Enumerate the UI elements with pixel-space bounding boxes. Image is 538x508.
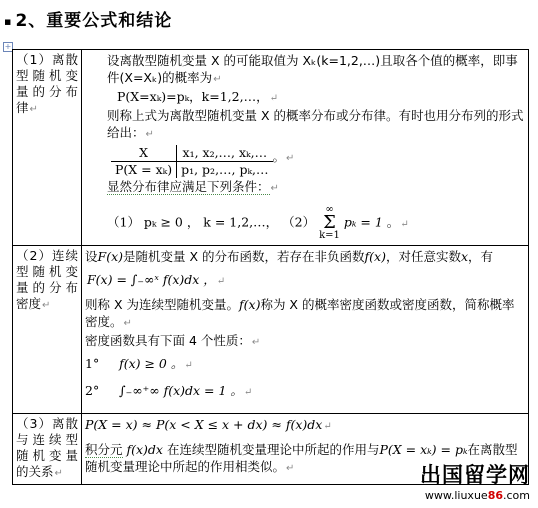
row-content [82, 50, 529, 246]
property-2: 2° ∫₋∞⁺∞ f(x)dx = 1 。↵ [85, 383, 253, 398]
distribution-table: X x₁, x₂,…, xₖ,… P(X = xₖ) p₁, p₂,…, pₖ,…。↵ [85, 143, 525, 178]
paragraph: 设F(x)是随机变量 X 的分布函数，若存在非负函数f(x)，对任意实数x，有 [85, 249, 494, 264]
table-row [13, 50, 529, 246]
bullet-icon: ▪ [4, 14, 13, 28]
paragraph: 显然分布律应满足下列条件：↵ [107, 179, 279, 194]
table-row [13, 246, 529, 414]
watermark-url[interactable]: www.liuxue86.com [424, 489, 530, 502]
formula: F(x) = ∫₋∞ˣ f(x)dx ，↵ [87, 272, 226, 287]
dist-header-p: P(X = xₖ) [115, 162, 173, 177]
summation-icon: ∞ Σ k=1 [319, 204, 340, 241]
paragraph: 设离散型随机变量 X 的可能取值为 Xₖ(k=1,2,…)且取各个值的概率，即事件(X=Xₖ)的概率为↵ [107, 53, 518, 85]
conditions-line: （1） pₖ ≥ 0 ， k = 1,2,…， （2） ∞ Σ k=1 pₖ = 1 。↵ [107, 204, 409, 241]
dist-values-p: p₁, p₂,…, pₖ,… [177, 162, 273, 179]
dist-end: 。 [272, 149, 286, 164]
paragraph: 积分元 f(x)dx 在连续型随机变量理论中所起的作用与P(X = xₖ) = pₖ在离散型随机变量理论中所起的作用相类似。↵ [85, 442, 518, 474]
site-watermark [420, 459, 530, 502]
dist-values-x: x₁, x₂,…, xₖ,… [177, 145, 273, 162]
formula-table [12, 49, 529, 485]
row-label: （1）离散型随机变量的分布律↵ [13, 50, 82, 246]
row-label: （3）离散与连续型随机变量的关系↵ [13, 414, 82, 485]
dist-header-x: X [111, 145, 177, 162]
move-anchor-icon[interactable]: + [4, 42, 12, 51]
formula: P(X = x) ≈ P(x < X ≤ x + dx) ≈ f(x)dx↵ [85, 417, 332, 432]
row-label: （2）连续型随机变量的分布密度↵ [13, 246, 82, 414]
paragraph: 则称 X 为连续型随机变量。f(x)称为 X 的概率密度函数或密度函数，简称概率密度。↵ [85, 297, 515, 329]
property-1: 1° f(x) ≥ 0 。↵ [85, 356, 193, 371]
row-content [82, 246, 529, 414]
watermark-site-name: 出国留学网 [420, 463, 530, 487]
paragraph: P(X=xₖ)=pₖ，k=1,2,…，↵ [117, 89, 278, 104]
paragraph: 密度函数具有下面 4 个性质：↵ [85, 333, 261, 348]
heading-title: 2、重要公式和结论 [15, 11, 173, 31]
paragraph: 则称上式为离散型随机变量 X 的概率分布或分布律。有时也用分布列的形式给出：↵ [107, 108, 524, 140]
section-heading [4, 6, 172, 31]
